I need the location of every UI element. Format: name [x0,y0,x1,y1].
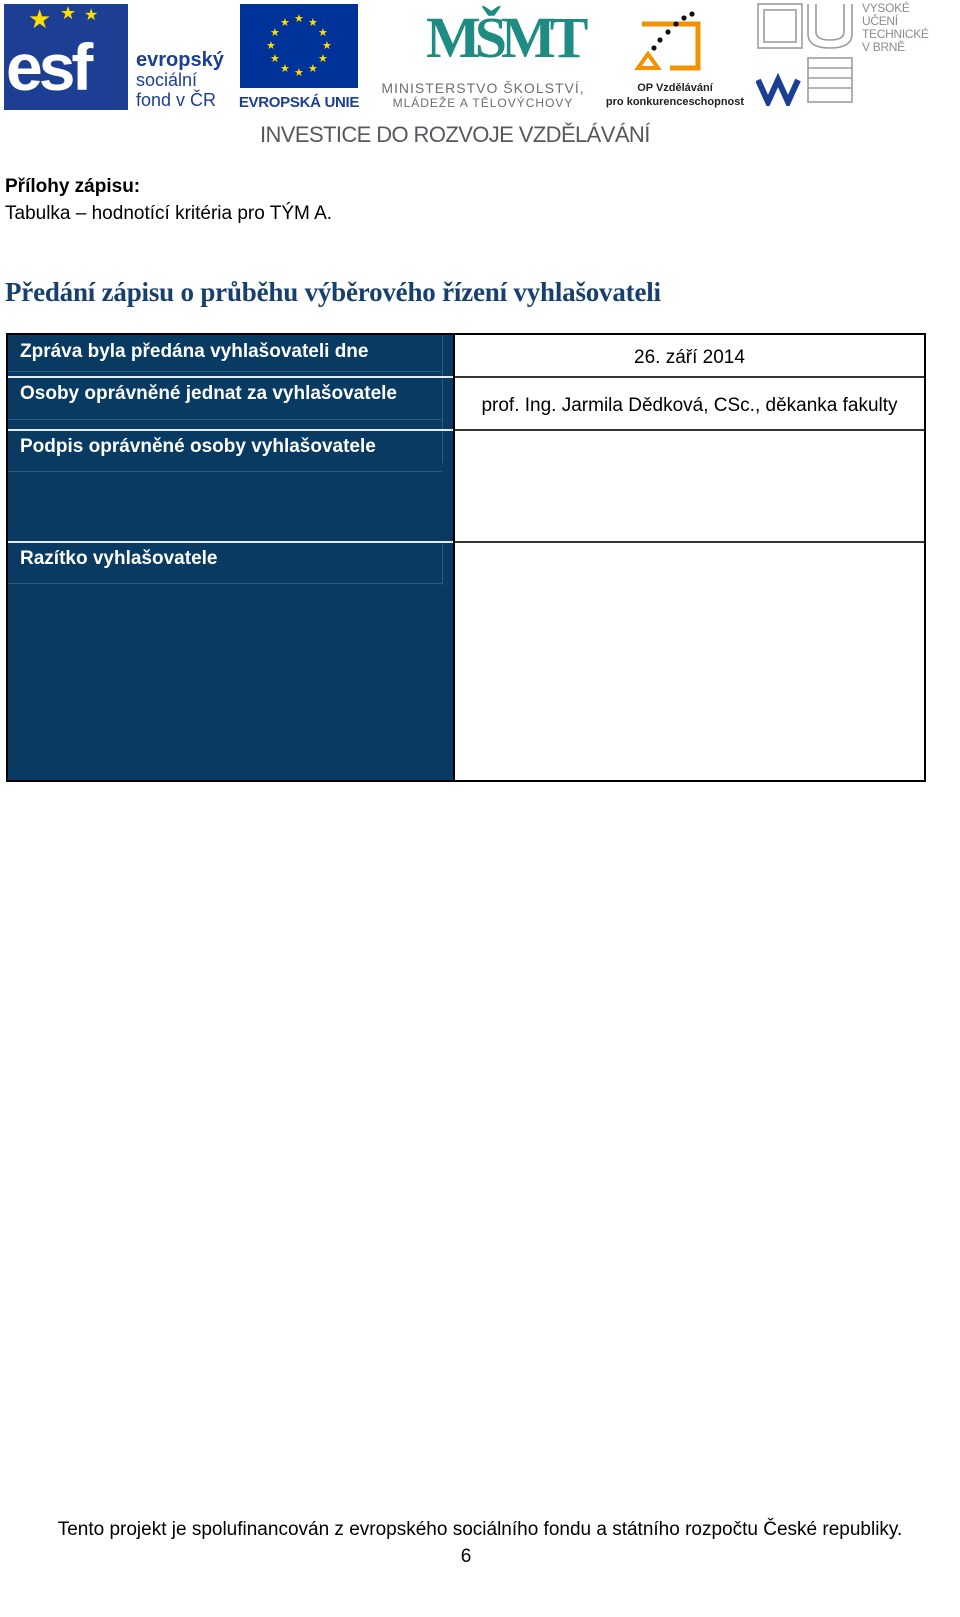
star-icon: ★ [28,4,52,34]
inner-border [8,471,442,472]
row-label-stamp: Razítko vyhlašovatele [20,548,218,569]
footer-text: Tento projekt je spolufinancován z evropského sociálního fondu a státního rozpočtu České republiky. [57,1519,903,1540]
inner-border [8,583,442,584]
row-separator [8,541,453,543]
op-line1: OP Vzdělávání [637,82,713,94]
esf-line1: evropský [136,49,224,71]
inner-border [8,371,442,372]
esf-logo [4,4,226,110]
attachments-text: Tabulka – hodnotící kritéria pro TÝM A. [5,203,333,224]
star-icon: ★ [322,40,332,52]
table-label-column [8,335,453,780]
msmt-line1: MINISTERSTVO ŠKOLSTVÍ, [381,80,585,96]
star-icon: ★ [266,40,276,52]
section-title: Předání zápisu o průběhu výběrového řízení vyhlašovateli [5,277,661,307]
op-line2: pro konkurenceschopnost [605,96,745,108]
row-value-persons: prof. Ing. Jarmila Dědková, CSc., děkanka fakulty [481,395,898,416]
vut-line3: TECHNICKÉ [862,27,929,41]
row-separator [455,429,924,431]
page-number: 6 [460,1546,472,1567]
star-icon: ★ [270,27,280,39]
eu-label: EVROPSKÁ UNIE [238,94,360,111]
table-value-column [453,335,924,780]
row-separator [455,376,924,378]
vut-line4: V BRNĚ [862,40,905,54]
star-icon: ★ [280,63,290,75]
star-icon: ★ [294,67,304,79]
eu-logo [234,4,364,112]
handover-table [6,333,926,782]
esf-line3: fond v ČR [136,90,217,110]
star-icon: ★ [318,53,328,65]
star-icon: ★ [84,7,99,24]
esf-letters: esf [6,30,90,104]
row-label-date: Zpráva byla předána vyhlašovateli dne [20,341,369,362]
investice-banner: INVESTICE DO ROZVOJE VZDĚLÁVÁNÍ [260,122,650,147]
star-icon: ★ [308,63,318,75]
star-icon: ★ [270,53,280,65]
vut-logo [756,2,932,108]
msmt-logo [372,2,594,110]
star-icon: ★ [308,17,318,29]
msmt-line2: MLÁDEŽE A TĚLOVÝCHOVY [392,96,574,110]
star-icon: ★ [280,17,290,29]
vut-emblem-icon [756,2,860,106]
eu-flag-icon [240,4,358,88]
row-separator [455,541,924,543]
row-separator [8,376,453,378]
star-icon: ★ [60,3,77,23]
row-label-signature: Podpis oprávněné osoby vyhlašovatele [20,436,376,457]
row-label-persons: Osoby oprávněné jednat za vyhlašovatele [20,383,397,404]
op-triangle-icon [634,10,706,74]
star-icon: ★ [318,27,328,39]
row-separator [8,429,453,431]
vut-text [862,2,929,54]
star-icon: ★ [294,13,304,25]
row-value-date: 26. září 2014 [634,347,745,368]
vut-line1: VYSOKÉ [862,1,910,15]
inner-border [8,419,442,420]
attachments-heading: Přílohy zápisu: [5,176,141,197]
esf-text [136,50,224,110]
esf-blue-block [4,4,128,110]
msmt-mark: MŠMT [426,5,583,70]
vut-line2: UČENÍ [862,14,898,28]
logo-header [0,0,960,160]
esf-line2: sociální [136,70,198,90]
op-logo [600,2,750,110]
